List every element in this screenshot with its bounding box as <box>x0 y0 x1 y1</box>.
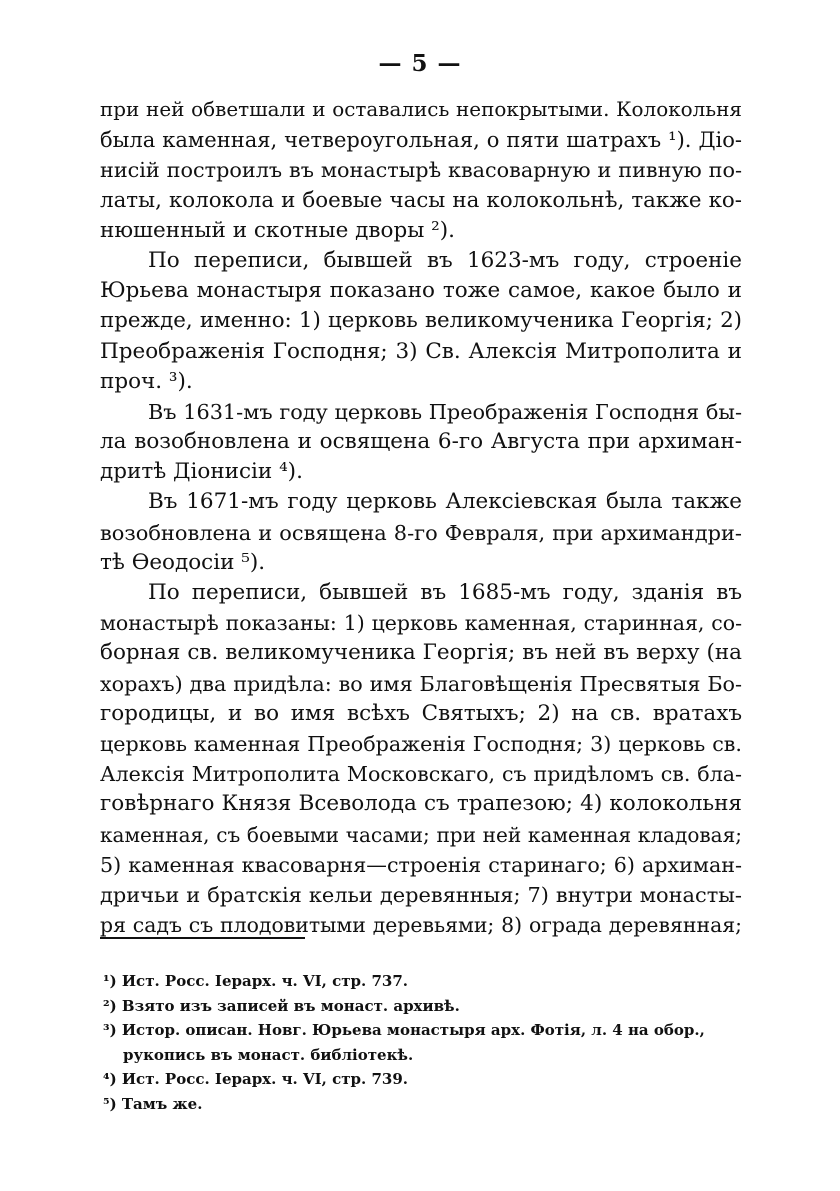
text-line: городицы, и во имя всѣхъ Святыхъ; 2) на св. вратахъ <box>100 700 742 726</box>
text-line: монастырѣ показаны: 1) церковь каменная, старинная, со- <box>100 611 742 636</box>
footnote: ⁴) Ист. Росс. Іерарх. ч. VI, стр. 739. <box>103 1070 408 1088</box>
text-line: 5) каменная квасоварня—строенія старинаго; 6) архиман- <box>100 852 742 877</box>
text-line: нюшенный и скотные дворы ²). <box>100 217 456 243</box>
text-line: прежде, именно: 1) церковь великомученика Георгія; 2) <box>100 308 742 334</box>
text-line: нисій построилъ въ монастырѣ квасоварную и пивную по- <box>100 158 742 183</box>
text-line: тѣ Ѳеодосіи ⁵). <box>100 549 266 575</box>
text-line: была каменная, четвероугольная, о пяти шатрахъ ¹). Діо- <box>100 127 742 153</box>
paragraph-start-line: Въ 1631-мъ году церковь Преображенія Господня бы- <box>148 399 742 424</box>
text-line: при ней обветшали и оставались непокрытыми. Колокольня <box>100 98 742 121</box>
main-text <box>100 95 742 940</box>
page-number: — 5 — <box>378 50 462 77</box>
text-line: Преображенія Господня; 3) Св. Алексія Митрополита и <box>100 338 742 364</box>
text-line: ря садъ съ плодовитыми деревьями; 8) ограда деревянная; <box>100 913 742 938</box>
paragraph-start-line: Въ 1671-мъ году церковь Алексіевская была также <box>148 489 742 515</box>
footnote: ²) Взято изъ записей въ монаст. архивѣ. <box>103 996 460 1015</box>
text-line: хорахъ) два придѣла: во имя Благовѣщенія Пресвятыя Бо- <box>100 671 742 696</box>
text-line: дричьи и братскія кельи деревянныя; 7) внутри монасты- <box>100 882 742 907</box>
text-line: проч. ³). <box>100 368 193 394</box>
paragraph-start-line: По переписи, бывшей въ 1685-мъ году, зданія въ <box>148 580 742 605</box>
footnote-continuation: рукопись въ монаст. библіотекѣ. <box>123 1045 414 1064</box>
footnotes <box>103 969 743 1116</box>
text-line: борная св. великомученика Георгія; въ ней въ верху (на <box>100 640 742 666</box>
text-line: Алексія Митрополита Московскаго, съ придѣломъ св. бла- <box>100 762 742 787</box>
text-line: возобновлена и освящена 8-го Февраля, при архимандри- <box>100 520 742 545</box>
text-line: ла возобновлена и освящена 6-го Августа при архиман- <box>100 429 742 455</box>
paragraph-start-line: По переписи, бывшей въ 1623-мъ году, строеніе <box>148 247 742 273</box>
text-line: церковь каменная Преображенія Господня; 3) церковь св. <box>100 731 742 756</box>
footnote: ⁵) Тамъ же. <box>103 1094 203 1113</box>
footnote-divider <box>100 937 305 939</box>
text-line: латы, колокола и боевые часы на колокольнѣ, также ко- <box>100 187 742 213</box>
text-line: Юрьева монастыря показано тоже самое, какое было и <box>100 278 742 304</box>
footnote: ³) Истор. описан. Новг. Юрьева монастыря арх. Фотія, л. 4 на обор., <box>103 1021 705 1039</box>
text-line: каменная, съ боевыми часами; при ней каменная кладовая; <box>100 822 742 847</box>
footnote: ¹) Ист. Росс. Іерарх. ч. VI, стр. 737. <box>103 972 408 990</box>
text-line: говѣрнаго Князя Всеволода съ трапезою; 4) колокольня <box>100 791 742 817</box>
text-line: дритѣ Діонисіи ⁴). <box>100 459 303 485</box>
